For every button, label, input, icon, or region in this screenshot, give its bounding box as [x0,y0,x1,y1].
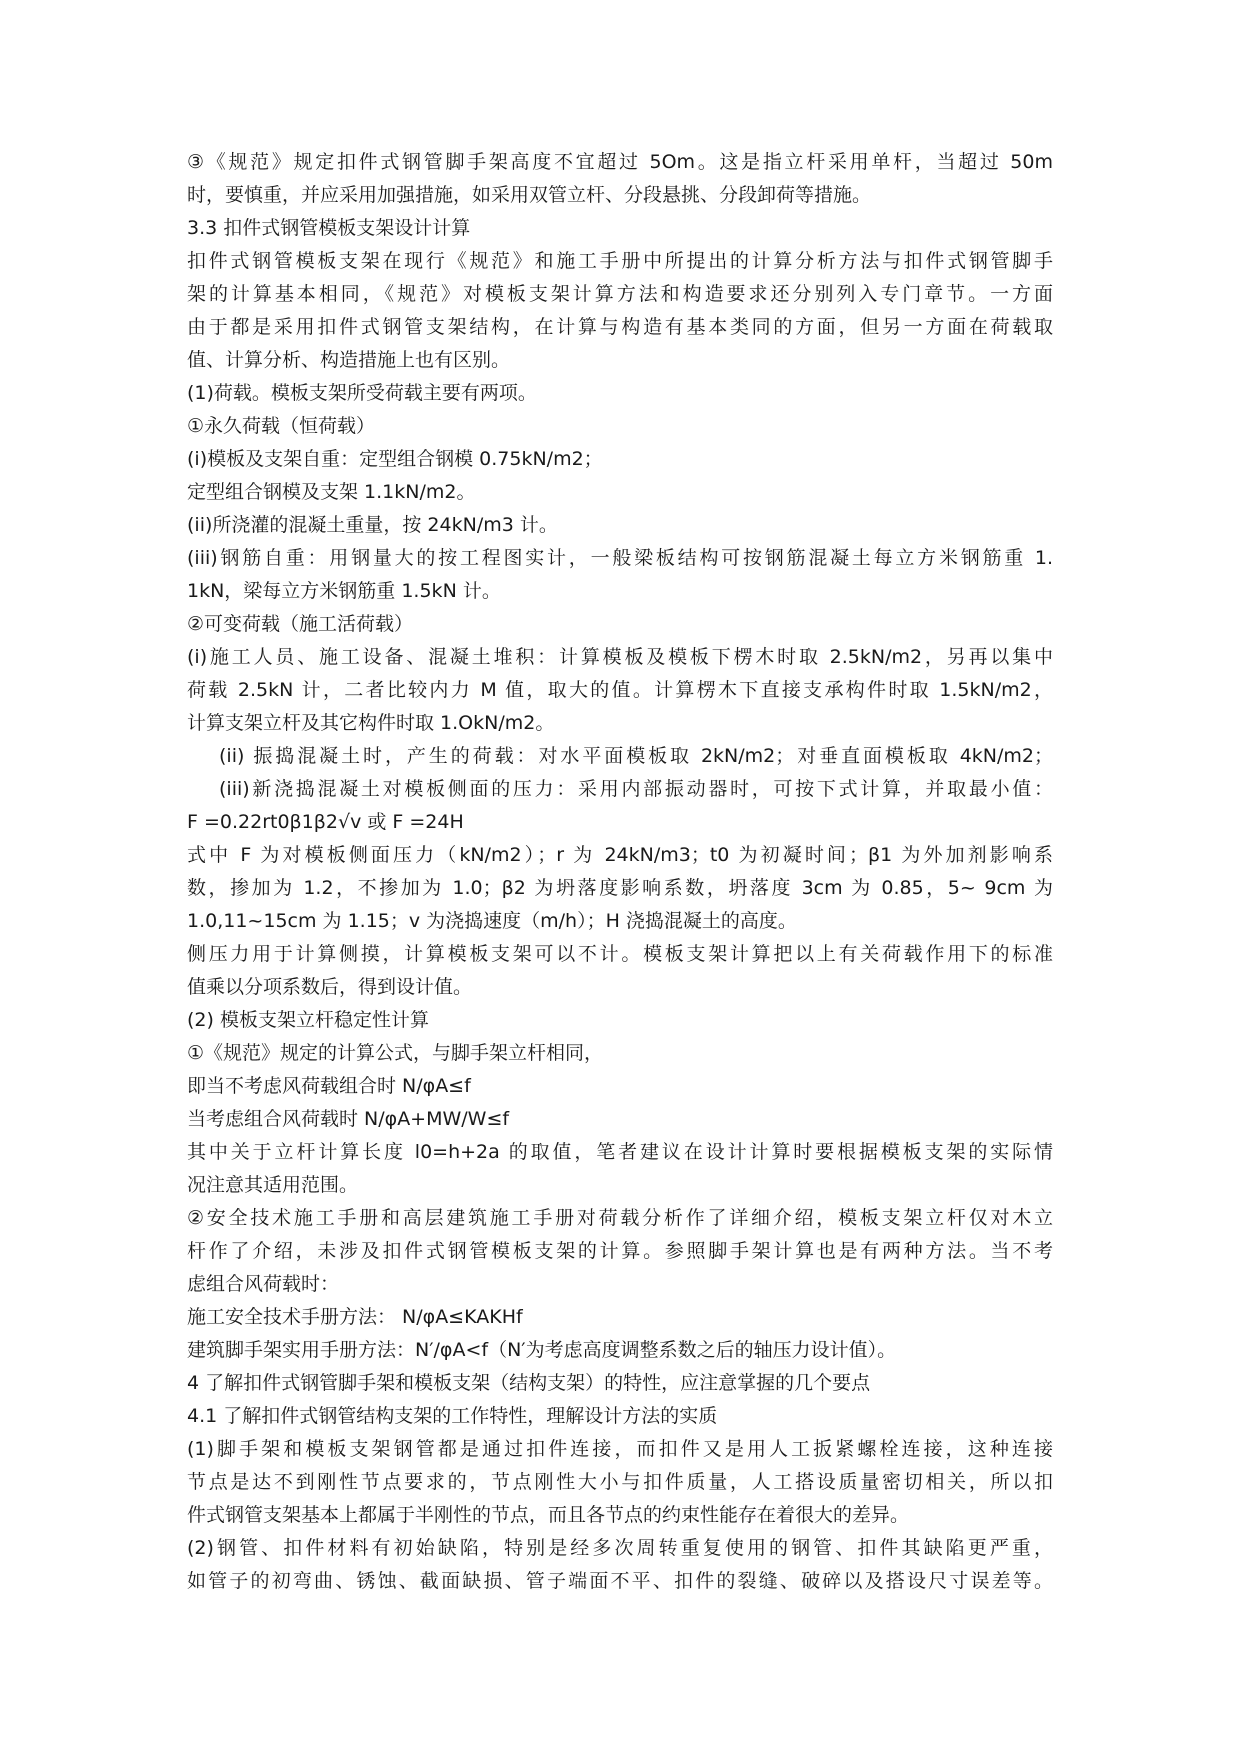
text-line: 3.3 扣件式钢管模板支架设计计算 [187,217,471,239]
text-line: 计算支架立杆及其它构件时取 1.OkN/m2。 [187,712,555,734]
text-line: 架的计算基本相同，《规范》对模板支架计算方法和构造要求还分别列入专门章节。一方面 [187,283,1053,305]
text-line: (2)钢管、扣件材料有初始缺陷，特别是经多次周转重复使用的钢管、扣件其缺陷更严重， [187,1537,1053,1559]
text-line: 如管子的初弯曲、锈蚀、截面缺损、管子端面不平、扣件的裂缝、破碎以及搭设尺寸误差等。 [187,1570,1053,1592]
text-line: 其中关于立杆计算长度 l0=h+2a 的取值，笔者建议在设计计算时要根据模板支架的实际情 [187,1141,1053,1163]
text-line: (iii)新浇捣混凝土对模板侧面的压力：采用内部振动器时，可按下式计算，并取最小值： [219,778,1053,800]
text-line: 建筑脚手架实用手册方法：N′/φA<f（N′为考虑高度调整系数之后的轴压力设计值）。 [187,1339,897,1361]
text-line: (i)施工人员、施工设备、混凝土堆积：计算模板及模板下楞木时取 2.5kN/m2，另再以集中 [187,646,1053,668]
text-line: 1kN，梁每立方米钢筋重 1.5kN 计。 [187,580,501,602]
text-line: 值乘以分项系数后，得到设计值。 [187,976,473,998]
text-line: (2) 模板支架立杆稳定性计算 [187,1009,429,1031]
text-line: 节点是达不到刚性节点要求的，节点刚性大小与扣件质量，人工搭设质量密切相关，所以扣 [187,1471,1053,1493]
text-line: 定型组合钢模及支架 1.1kN/m2。 [187,481,476,503]
document-page [187,146,1053,1598]
text-line: ①永久荷载（恒荷载） [187,415,376,437]
text-line: 况注意其适用范围。 [187,1174,359,1196]
text-line: (ii) 振捣混凝土时，产生的荷载：对水平面模板取 2kN/m2；对垂直面模板取 4kN/m2； [219,745,1053,767]
text-line: ③《规范》规定扣件式钢管脚手架高度不宜超过 5Om。这是指立杆采用单杆，当超过 50m [187,151,1053,173]
text-line: F =0.22rt0β1β2√v 或 F =24H [187,811,464,833]
text-line: (ii)所浇灌的混凝土重量，按 24kN/m3 计。 [187,514,558,536]
text-line: 由于都是采用扣件式钢管支架结构，在计算与构造有基本类同的方面，但另一方面在荷载取 [187,316,1053,338]
text-line: (i)模板及支架自重：定型组合钢模 0.75kN/m2； [187,448,603,470]
text-line: 侧压力用于计算侧摸，计算模板支架可以不计。模板支架计算把以上有关荷载作用下的标准 [187,943,1053,965]
text-line: 杆作了介绍，未涉及扣件式钢管模板支架的计算。参照脚手架计算也是有两种方法。当不考 [187,1240,1053,1262]
text-line: ①《规范》规定的计算公式，与脚手架立杆相同， [187,1042,604,1064]
text-line: 式中 F 为对模板侧面压力（kN/m2）；r 为 24kN/m3；t0 为初凝时间；β1 为外加剂影响系 [187,844,1053,866]
text-line: (iii)钢筋自重：用钢量大的按工程图实计，一般梁板结构可按钢筋混凝土每立方米钢筋重 1. [187,547,1053,569]
text-line: 4.1 了解扣件式钢管结构支架的工作特性，理解设计方法的实质 [187,1405,718,1427]
text-line: 当考虑组合风荷载时 N/φA+MW/W≤f [187,1108,510,1130]
text-line: (1)荷载。模板支架所受荷载主要有两项。 [187,382,537,404]
text-line: 件式钢管支架基本上都属于半刚性的节点，而且各节点的约束性能存在着很大的差异。 [187,1504,910,1526]
text-line: 时，要慎重，并应采用加强措施，如采用双管立杆、分段悬挑、分段卸荷等措施。 [187,184,872,206]
text-line: 施工安全技术手册方法： N/φA≤KAKHf [187,1306,523,1328]
text-line: ②安全技术施工手册和高层建筑施工手册对荷载分析作了详细介绍，模板支架立杆仅对木立 [187,1207,1053,1229]
text-line: 虑组合风荷载时： [187,1273,340,1295]
text-line: 即当不考虑风荷载组合时 N/φA≤f [187,1075,471,1097]
text-line: ②可变荷载（施工活荷载） [187,613,414,635]
text-line: 荷载 2.5kN 计，二者比较内力 M 值，取大的值。计算楞木下直接支承构件时取 1.5kN/m2， [187,679,1053,701]
text-line: 4 了解扣件式钢管脚手架和模板支架（结构支架）的特性，应注意掌握的几个要点 [187,1372,871,1394]
text-line: 值、计算分析、构造措施上也有区别。 [187,349,511,371]
text-line: 数，掺加为 1.2，不掺加为 1.0；β2 为坍落度影响系数，坍落度 3cm 为 0.85，5~ 9cm 为 [187,877,1053,899]
text-line: 扣件式钢管模板支架在现行《规范》和施工手册中所提出的计算分析方法与扣件式钢管脚手 [187,250,1053,272]
text-line: (1)脚手架和模板支架钢管都是通过扣件连接，而扣件又是用人工扳紧螺栓连接，这种连接 [187,1438,1053,1460]
text-line: 1.0,11~15cm 为 1.15；v 为浇捣速度（m/h）；H 浇捣混凝土的高度。 [187,910,797,932]
